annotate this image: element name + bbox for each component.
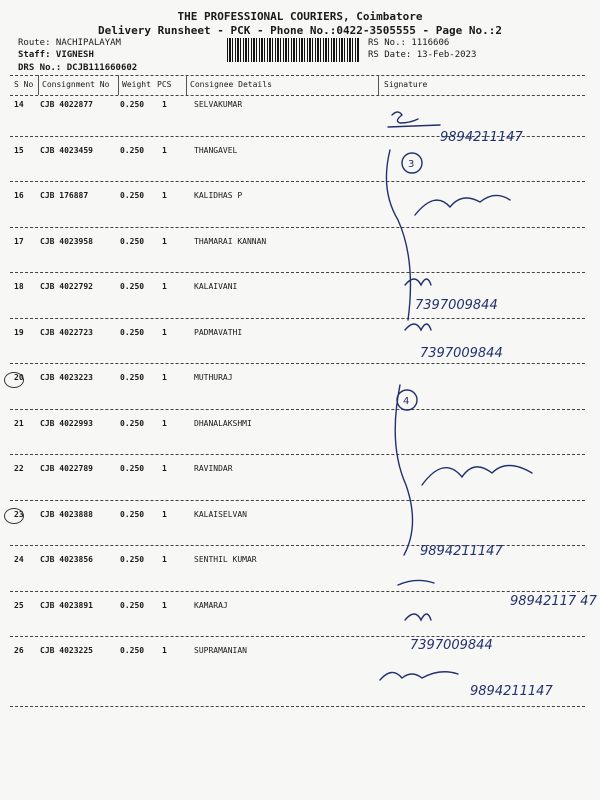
row-sno: 16 bbox=[14, 191, 24, 200]
row-pcs: 1 bbox=[162, 418, 167, 428]
signature-handwriting bbox=[360, 95, 600, 705]
col-header-consignment: Consignment No bbox=[42, 80, 110, 89]
row-sno: 23 bbox=[14, 509, 24, 519]
signature-stroke bbox=[405, 279, 431, 285]
signature-stroke bbox=[395, 385, 412, 555]
row-weight: 0.250 bbox=[120, 236, 145, 246]
handwritten-phone: 9894211147 bbox=[470, 684, 553, 699]
row-sno: 14 bbox=[14, 100, 24, 109]
row-consignment-no: CJB 4023223 bbox=[40, 373, 93, 382]
row-consignee: KALAIVANI bbox=[194, 282, 238, 291]
row-consignment-no: CJB 176887 bbox=[40, 191, 89, 200]
col-header-pcs: PCS bbox=[157, 80, 172, 89]
col-header-consignee: Consignee Details bbox=[190, 80, 272, 89]
row-pcs: 1 bbox=[162, 509, 167, 519]
row-pcs: 1 bbox=[162, 236, 167, 246]
circled-number-text: 4 bbox=[403, 396, 410, 407]
handwritten-phone: 7397009844 bbox=[410, 638, 493, 653]
row-consignee: SENTHIL KUMAR bbox=[194, 555, 257, 564]
rs-number: RS No.: 1116606 bbox=[368, 38, 450, 48]
handwritten-phone: 9894211147 bbox=[420, 544, 503, 559]
signature-stroke bbox=[398, 580, 434, 585]
col-header-signature: Signature bbox=[384, 80, 428, 89]
signature-stroke bbox=[380, 672, 458, 680]
row-consignment-no: CJB 4023856 bbox=[40, 555, 93, 564]
row-weight: 0.250 bbox=[120, 509, 145, 519]
row-weight: 0.250 bbox=[120, 373, 145, 382]
row-pcs: 1 bbox=[162, 327, 167, 337]
col-divider bbox=[38, 75, 39, 95]
row-consignee: KALIDHAS P bbox=[194, 191, 243, 200]
handwritten-phone: 7397009844 bbox=[420, 346, 503, 361]
signature-stroke bbox=[386, 150, 410, 320]
row-pcs: 1 bbox=[162, 373, 167, 382]
row-weight: 0.250 bbox=[120, 600, 145, 610]
signature-stroke bbox=[415, 195, 510, 215]
row-sno: 26 bbox=[14, 646, 24, 655]
row-sno: 22 bbox=[14, 464, 24, 473]
col-header-weight: Weight bbox=[122, 80, 151, 89]
company-title: THE PROFESSIONAL COURIERS, Coimbatore bbox=[177, 10, 423, 23]
barcode bbox=[227, 38, 360, 62]
signature-stroke bbox=[392, 112, 418, 123]
row-consignment-no: CJB 4022877 bbox=[40, 100, 93, 109]
rs-date: RS Date: 13-Feb-2023 bbox=[368, 50, 477, 60]
row-weight: 0.250 bbox=[120, 327, 145, 337]
row-consignment-no: CJB 4023225 bbox=[40, 646, 93, 655]
row-sno: 24 bbox=[14, 555, 24, 564]
signature-stroke bbox=[405, 324, 431, 330]
table-top-rule bbox=[10, 75, 585, 76]
col-divider bbox=[118, 75, 119, 95]
row-weight: 0.250 bbox=[120, 145, 145, 155]
circled-serial-mark bbox=[4, 372, 24, 388]
handwritten-phone: 7397009844 bbox=[415, 298, 498, 313]
handwritten-phone: 9894211147 bbox=[440, 130, 523, 145]
row-consignee: KAMARAJ bbox=[194, 600, 228, 610]
row-consignment-no: CJB 4023891 bbox=[40, 600, 93, 610]
row-consignment-no: CJB 4023958 bbox=[40, 236, 93, 246]
row-consignment-no: CJB 4023888 bbox=[40, 509, 93, 519]
row-weight: 0.250 bbox=[120, 646, 145, 655]
runsheet-title: Delivery Runsheet - PCK - Phone No.:0422-3505555 - Page No.:2 bbox=[98, 24, 502, 37]
row-consignment-no: CJB 4022723 bbox=[40, 327, 93, 337]
row-sno: 17 bbox=[14, 236, 24, 246]
row-weight: 0.250 bbox=[120, 464, 145, 473]
row-sno: 21 bbox=[14, 418, 24, 428]
row-sno: 25 bbox=[14, 600, 24, 610]
row-consignment-no: CJB 4022792 bbox=[40, 282, 93, 291]
table-bottom-rule bbox=[10, 706, 585, 707]
row-sno: 19 bbox=[14, 327, 24, 337]
row-consignee: THANGAVEL bbox=[194, 145, 238, 155]
row-consignment-no: CJB 4022789 bbox=[40, 464, 93, 473]
circled-serial-mark bbox=[4, 508, 24, 524]
row-consignee: MUTHURAJ bbox=[194, 373, 233, 382]
col-header-sno: S No bbox=[14, 80, 34, 89]
row-weight: 0.250 bbox=[120, 282, 145, 291]
staff-label: Staff: VIGNESH bbox=[18, 50, 94, 60]
col-divider bbox=[378, 75, 379, 95]
row-pcs: 1 bbox=[162, 555, 167, 564]
row-consignee: PADMAVATHI bbox=[194, 327, 243, 337]
row-weight: 0.250 bbox=[120, 100, 145, 109]
row-weight: 0.250 bbox=[120, 418, 145, 428]
row-consignee: THAMARAI KANNAN bbox=[194, 236, 267, 246]
row-consignee: SELVAKUMAR bbox=[194, 100, 243, 109]
row-pcs: 1 bbox=[162, 100, 167, 109]
drs-number: DRS No.: DCJB111660602 bbox=[18, 63, 138, 73]
row-consignee: SUPRAMANIAN bbox=[194, 646, 247, 655]
row-weight: 0.250 bbox=[120, 555, 145, 564]
row-pcs: 1 bbox=[162, 282, 167, 291]
row-consignee: KALAISELVAN bbox=[194, 509, 247, 519]
row-sno: 20 bbox=[14, 373, 24, 382]
row-weight: 0.250 bbox=[120, 191, 145, 200]
row-consignee: DHANALAKSHMI bbox=[194, 418, 252, 428]
row-pcs: 1 bbox=[162, 646, 167, 655]
row-pcs: 1 bbox=[162, 464, 167, 473]
row-sno: 15 bbox=[14, 145, 24, 155]
signature-stroke bbox=[405, 614, 431, 620]
signature-stroke bbox=[388, 125, 440, 127]
handwritten-phone: 98942117 47 bbox=[510, 594, 597, 609]
row-pcs: 1 bbox=[162, 145, 167, 155]
row-pcs: 1 bbox=[162, 600, 167, 610]
col-divider bbox=[186, 75, 187, 95]
row-consignee: RAVINDAR bbox=[194, 464, 233, 473]
row-consignment-no: CJB 4022993 bbox=[40, 418, 93, 428]
row-sno: 18 bbox=[14, 282, 24, 291]
signature-stroke bbox=[422, 466, 532, 486]
route-label: Route: NACHIPALAYAM bbox=[18, 38, 121, 48]
row-consignment-no: CJB 4023459 bbox=[40, 145, 93, 155]
row-pcs: 1 bbox=[162, 191, 167, 200]
circled-number-text: 3 bbox=[408, 159, 415, 170]
